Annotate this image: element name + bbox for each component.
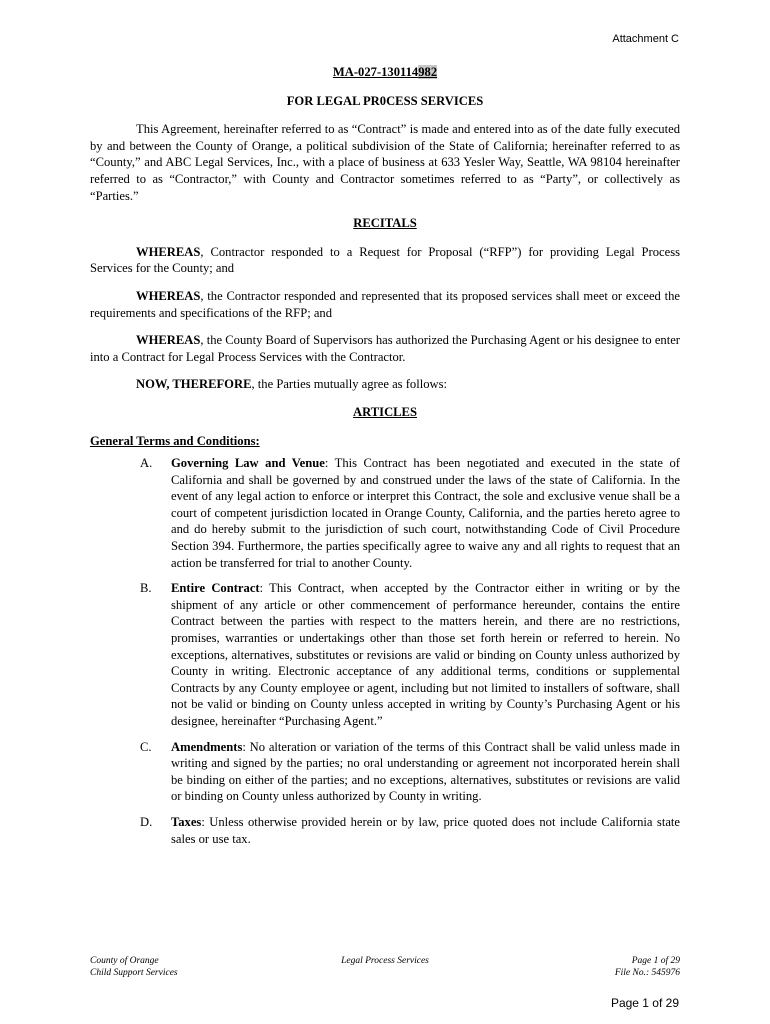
now-therefore xyxy=(90,376,680,393)
general-terms-label: General Terms and Conditions xyxy=(90,433,256,448)
contract-number xyxy=(90,64,680,81)
document-title: FOR LEGAL PR0CESS SERVICES xyxy=(286,93,484,108)
recital-1 xyxy=(90,244,680,277)
page-number: Page 1 of 29 xyxy=(610,996,679,1010)
footer-department: Child Support Services xyxy=(90,968,178,978)
footer-file-number: File No.: 545976 xyxy=(614,968,680,978)
recital-2-text: , the Contractor responded and represented that its proposed services shall meet or exceed the requirements and specifications of the RFP; and xyxy=(90,288,680,320)
article-c-text: : No alteration or variation of the terms of this Contract shall be valid unless made in writing and signed by the parties; no oral understanding or agreement not incorporated herein shall be binding on either of the parties; and no exceptions, alternatives, substitutes or revisions are valid or binding on County unless authorized by County in writing. xyxy=(171,739,680,804)
article-a-body xyxy=(171,455,680,571)
article-c-title: Amendments xyxy=(171,739,243,754)
article-d-text: : Unless otherwise provided herein or by law, price quoted does not include California state sales or use tax. xyxy=(171,814,680,846)
footer-middle: Legal Process Services xyxy=(341,956,429,966)
article-a-letter: A. xyxy=(140,456,153,471)
article-d xyxy=(140,814,680,847)
article-a xyxy=(140,455,680,571)
article-a-text: : This Contract has been negotiated and executed in the state of California and shall be governed by and construed under the laws of the state of California. In the event of any legal action to enforce or interpret this Contract, the sole and exclusive venue shall be a court of competent jurisdiction located in Orange County, California, and the parties hereto agree to and do hereby submit to the jurisdiction of such court, notwithstanding Code of Civil Procedure Section 394. Furthermore, the parties specifically agree to waive any and all rights to request that an action be transferred for trial to another County. xyxy=(171,456,680,570)
article-b xyxy=(140,580,680,729)
article-d-letter: D. xyxy=(140,814,153,829)
recital-3 xyxy=(90,332,680,365)
article-b-letter: B. xyxy=(140,581,152,596)
general-terms-heading xyxy=(90,433,680,450)
recital-3-text: , the County Board of Supervisors has authorized the Purchasing Agent or his designee to enter into a Contract for Legal Process Services with the Contractor. xyxy=(90,333,680,364)
article-d-body xyxy=(171,814,680,847)
article-d-title: Taxes xyxy=(171,814,202,829)
article-c xyxy=(140,739,680,805)
now-therefore-lead: NOW, THEREFORE xyxy=(136,377,252,392)
article-b-body xyxy=(171,580,680,729)
contract-number-prefix: MA-027-130114 xyxy=(332,65,419,79)
article-b-text: : This Contract, when accepted by the Contractor either in writing or by the shipment of any article or other commencement of performance hereunder, contains the entire Contract between the parties with respect to the matters herein, and there are no restrictions, promises, warranties or undertakings other than those set forth herein or referred to herein. No exceptions, alternatives, substitutes or revisions are valid or binding on County unless authorized by County in writing. Electronic acceptance of any additional terms, conditions or supplemental Contracts by any County employee or agent, including but not limited to installers of software, shall not be valid or binding on County unless accepted in writing by County’s Purchasing Agent or his designee, hereinafter “Purchasing Agent.” xyxy=(171,581,680,728)
article-c-body xyxy=(171,739,680,805)
footer-page: Page 1 of 29 xyxy=(631,956,680,966)
recital-2 xyxy=(90,288,680,321)
recital-1-lead: WHEREAS xyxy=(136,244,201,259)
contract-number-highlight: 982 xyxy=(418,65,438,79)
document-body xyxy=(90,64,680,856)
recital-3-lead: WHEREAS xyxy=(136,333,201,348)
now-therefore-text: , the Parties mutually agree as follows: xyxy=(251,377,447,392)
footer-county: County of Orange xyxy=(90,956,159,966)
intro-paragraph: This Agreement, hereinafter referred to as “Contract” is made and entered into as of the date fully executed by and between the County of Orange, a political subdivision of the State of California; hereinafter referred to as “County,” and ABC Legal Services, Inc., with a place of business at 633 Yesler Way, Seattle, WA 98104 hereinafter referred to as “Contractor,” with County and Contractor sometimes referred to as “Party”, or collectively as “Parties.” xyxy=(90,122,680,203)
attachment-label: Attachment C xyxy=(612,33,679,45)
recital-2-lead: WHEREAS xyxy=(136,288,201,303)
general-terms-colon: : xyxy=(255,433,260,448)
footer-right xyxy=(615,955,680,979)
article-b-title: Entire Contract xyxy=(171,581,260,596)
recitals-heading: RECITALS xyxy=(353,216,417,231)
article-a-title: Governing Law and Venue xyxy=(171,456,325,471)
recital-1-text: , Contractor responded to a Request for Proposal (“RFP”) for providing Legal Process Services for the County; and xyxy=(90,244,680,276)
articles-heading: ARTICLES xyxy=(353,404,417,419)
article-c-letter: C. xyxy=(140,739,152,754)
